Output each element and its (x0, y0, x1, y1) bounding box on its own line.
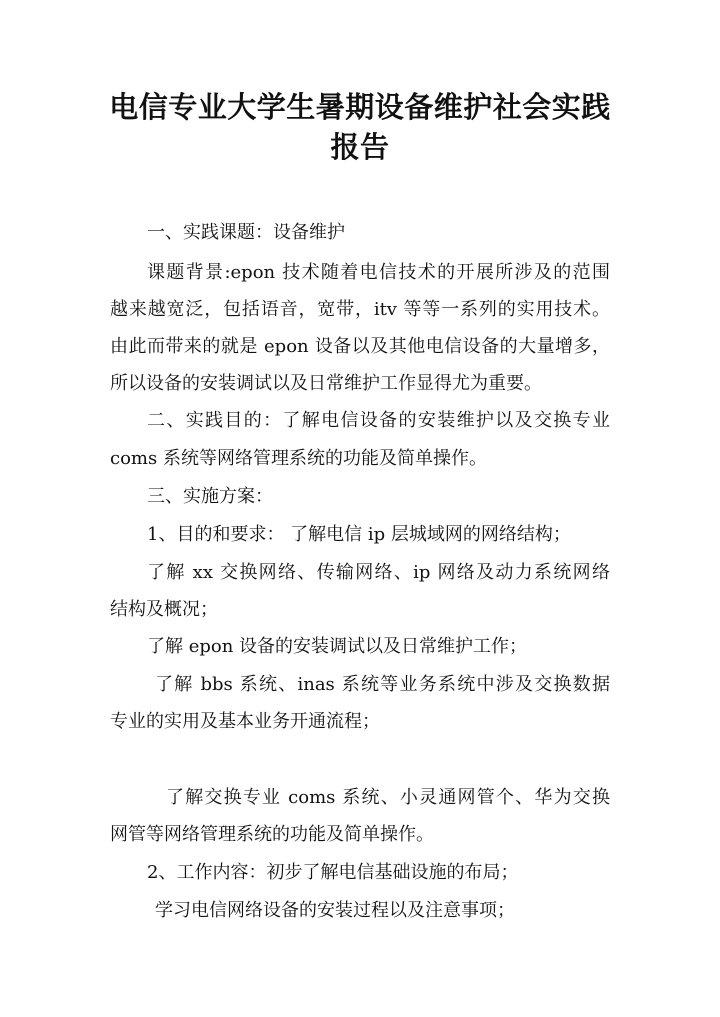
requirements-line-8: 网管等网络管理系统的功能及简单操作。 (110, 824, 434, 845)
background-line-3: 由此而带来的就是 epon 设备以及其他电信设备的大量增多， (110, 336, 610, 357)
requirements-line-7: 了解交换专业 coms 系统、小灵通网管个、华为交换 (166, 787, 610, 808)
requirements-line-4: 了解 epon 设备的安装调试以及日常维护工作； (147, 636, 528, 657)
background-line-4: 所以设备的安装调试以及日常维护工作显得尤为重要。 (110, 373, 542, 394)
document-title-line-1: 电信专业大学生暑期设备维护社会实践 (109, 90, 611, 124)
requirements-line-3: 结构及概况； (110, 599, 218, 620)
requirements-line-1: 1、目的和要求： 了解电信 ip 层城域网的网络结构； (147, 524, 571, 545)
purpose-line-2: coms 系统等网络管理系统的功能及简单操作。 (110, 448, 487, 469)
requirements-line-6: 专业的实用及基本业务开通流程； (110, 711, 380, 732)
work-content-line-1: 2、工作内容：初步了解电信基础设施的布局； (147, 862, 519, 883)
requirements-line-2: 了解 xx 交换网络、传输网络、ip 网络及动力系统网络 (147, 562, 610, 583)
purpose-line-1: 二、实践目的：了解电信设备的安装维护以及交换专业 (147, 410, 610, 431)
section-1-heading: 一、实践课题：设备维护 (147, 222, 345, 243)
requirements-line-5: 了解 bbs 系统、inas 系统等业务系统中涉及交换数据 (155, 674, 610, 695)
background-line-1: 课题背景:epon 技术随着电信技术的开展所涉及的范围 (147, 262, 610, 283)
work-content-line-2: 学习电信网络设备的安装过程以及注意事项； (155, 900, 515, 921)
document-title-line-2: 报告 (330, 130, 390, 164)
background-line-2: 越来越宽泛，包括语音，宽带，itv 等等一系列的实用技术。 (110, 299, 610, 320)
section-3-heading: 三、实施方案： (147, 486, 273, 507)
